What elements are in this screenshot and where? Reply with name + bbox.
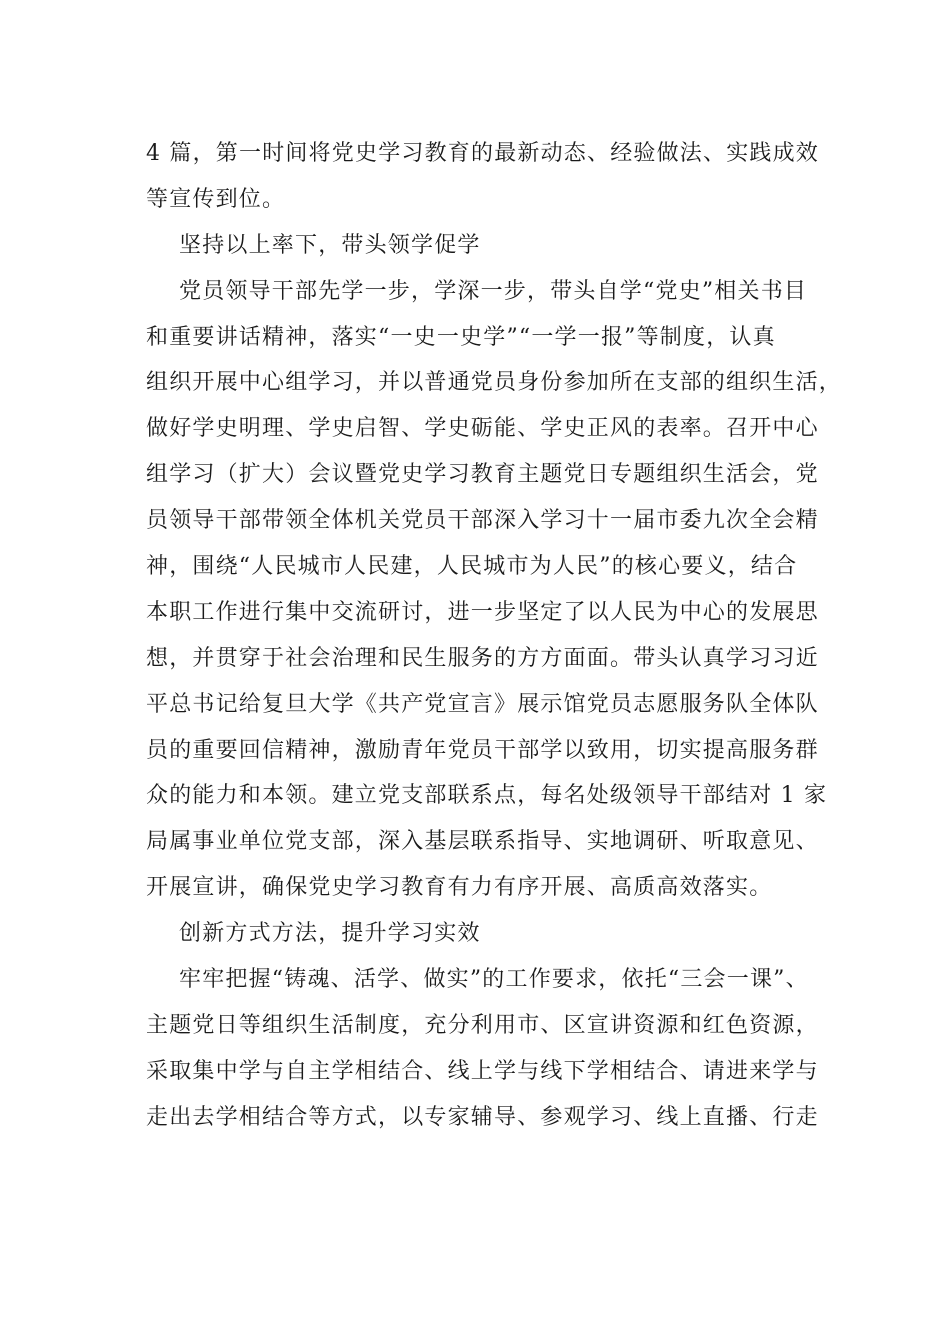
text-line: 等宣传到位。 [146, 186, 286, 212]
text-line: 员的重要回信精神，激励青年党员干部学以致用，切实提高服务群 [146, 737, 819, 763]
text-line: 组学习（扩大）会议暨党史学习教育主题党日专题组织生活会，党 [146, 462, 819, 488]
text-line: 开展宣讲，确保党史学习教育有力有序开展、高质高效落实。 [146, 875, 773, 901]
section-heading: 创新方式方法，提升学习实效 [179, 921, 481, 947]
text-line: 和重要讲话精神，落实“一史一史学”“一学一报”等制度，认真 [146, 324, 776, 350]
text-line: 采取集中学与自主学相结合、线上学与线下学相结合、请进来学与 [146, 1058, 819, 1084]
text-line: 局属事业单位党支部，深入基层联系指导、实地调研、听取意见、 [146, 829, 819, 855]
text-line: 本职工作进行集中交流研讨，进一步坚定了以人民为中心的发展思 [146, 599, 819, 625]
text-line: 平总书记给复旦大学《共产党宣言》展示馆党员志愿服务队全体队 [146, 691, 819, 717]
document-body [146, 131, 843, 1141]
text-line: 牢牢把握“铸魂、活学、做实”的工作要求，依托“三会一课”、 [179, 967, 809, 993]
text-line: 想，并贯穿于社会治理和民生服务的方方面面。带头认真学习习近 [146, 645, 819, 671]
text-line: 党员领导干部先学一步，学深一步，带头自学“党史”相关书目 [179, 278, 808, 304]
text-line: 众的能力和本领。建立党支部联系点，每名处级领导干部结对 1 家 [146, 783, 828, 809]
text-line: 神，围绕“人民城市人民建，人民城市为人民”的核心要义，结合 [146, 554, 798, 580]
text-line: 员领导干部带领全体机关党员干部深入学习十一届市委九次全会精 [146, 508, 819, 534]
text-line: 做好学史明理、学史启智、学史砺能、学史正风的表率。召开中心 [146, 416, 819, 442]
text-line: 组织开展中心组学习，并以普通党员身份参加所在支部的组织生活， [146, 370, 843, 396]
text-line: 4 篇，第一时间将党史学习教育的最新动态、经验做法、实践成效 [146, 141, 819, 166]
section-heading: 坚持以上率下，带头领学促学 [179, 232, 481, 258]
text-line: 走出去学相结合等方式，以专家辅导、参观学习、线上直播、行走 [146, 1104, 819, 1130]
text-line: 主题党日等组织生活制度，充分利用市、区宣讲资源和红色资源， [146, 1012, 819, 1038]
